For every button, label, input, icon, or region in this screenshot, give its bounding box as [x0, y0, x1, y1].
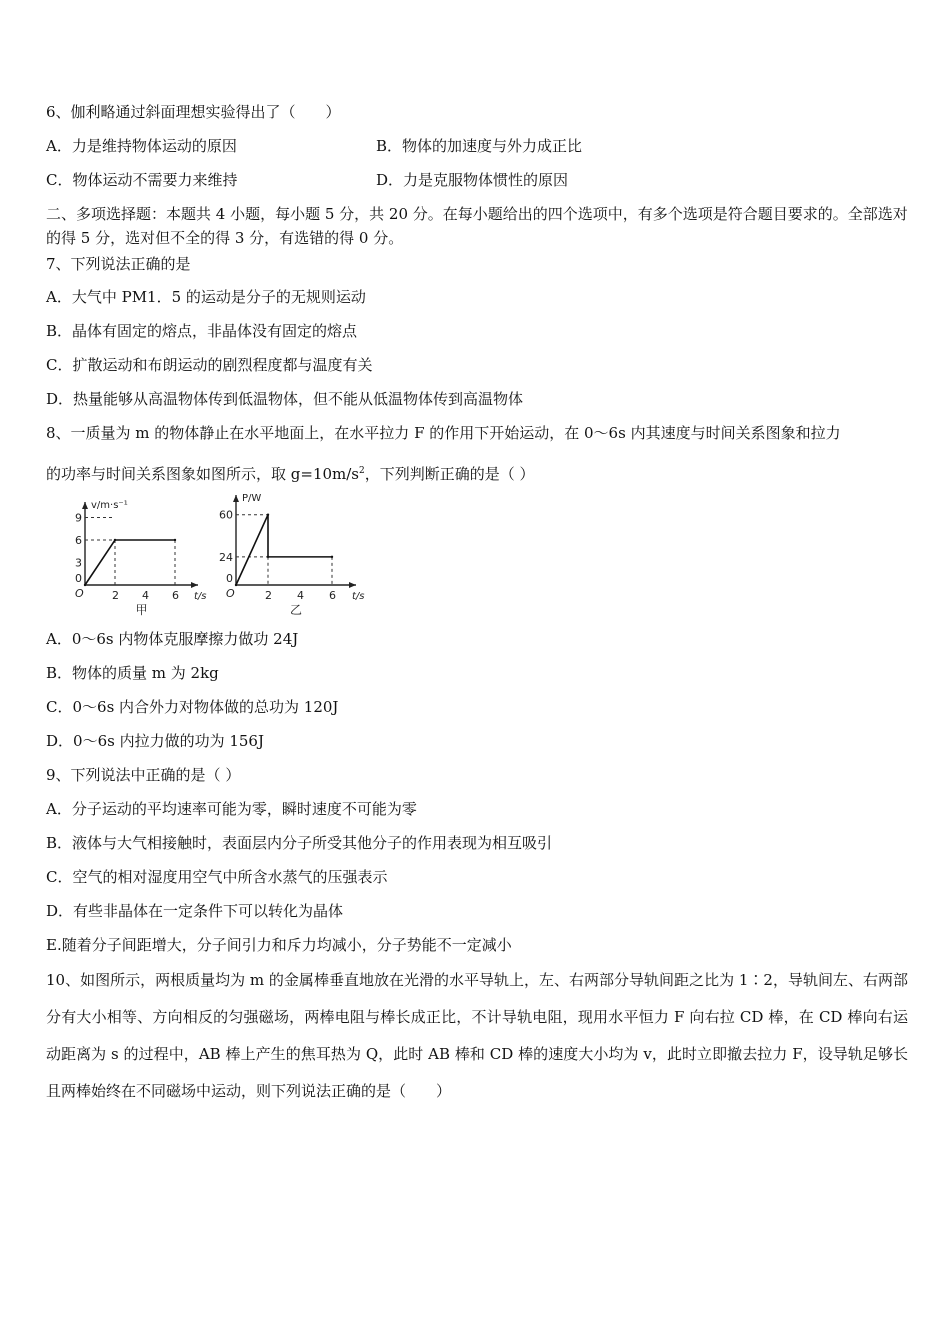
q7-option-d: D．热量能够从高温物体传到低温物体，但不能从低温物体传到高温物体 — [46, 390, 524, 408]
chart1-y-label: v/m·s⁻¹ — [91, 500, 128, 511]
chart2-x-tick-2: 2 — [265, 589, 272, 602]
q8-stem-line1: 8、一质量为 m 的物体静止在水平地面上，在水平拉力 F 的作用下开始运动，在 0～6s 内其速度与时间关系图象和拉力 — [46, 424, 841, 442]
q9-option-d: D．有些非晶体在一定条件下可以转化为晶体 — [46, 902, 344, 920]
q7-option-c: C．扩散运动和布朗运动的剧烈程度都与温度有关 — [46, 356, 373, 374]
chart2-point-0 — [235, 584, 237, 586]
chart2-series-line — [236, 515, 332, 585]
q9-option-b: B．液体与大气相接触时，表面层内分子所受其他分子的作用表现为相互吸引 — [46, 834, 553, 852]
chart1-point-1 — [114, 539, 116, 541]
chart1-point-2 — [174, 539, 176, 541]
q6-option-a: A．力是维持物体运动的原因 — [46, 137, 237, 155]
chart2-caption: 乙 — [290, 603, 303, 617]
chart1-caption: 甲 — [135, 603, 148, 617]
chart2-x-tick-6: 6 — [329, 589, 336, 602]
q6-stem: 6、伽利略通过斜面理想实验得出了（ ） — [46, 103, 341, 121]
chart2-point-2 — [267, 556, 269, 558]
chart2-y-tick-24: 24 — [219, 550, 233, 564]
chart1-origin-label: O — [75, 587, 84, 600]
q6-option-c: C．物体运动不需要力来维持 — [46, 171, 238, 189]
q6-option-d: D．力是克服物体惯性的原因 — [376, 171, 569, 189]
chart1-y-arrow — [82, 502, 88, 509]
chart1-y-tick-0: 0 — [75, 572, 82, 585]
q8-option-d: D．0～6s 内拉力做的功为 156J — [46, 732, 264, 750]
section-heading: 二、多项选择题：本题共 4 小题，每小题 5 分，共 20 分。在每小题给出的四个选项中，有多个选项是符合题目要求的。全部选对的得 5 分，选对但不全的得 3 分，有选错的得 0 分。 — [46, 205, 908, 247]
q9-option-e: E.随着分子间距增大，分子间引力和斥力均减小，分子势能不一定减小 — [46, 936, 512, 954]
q6-option-b: B．物体的加速度与外力成正比 — [376, 137, 583, 155]
q8-stem-line2 — [46, 461, 535, 484]
q8-stem-line2-sup: 2 — [359, 466, 365, 476]
chart1-series-line — [85, 540, 175, 585]
velocity-time-chart — [60, 495, 207, 617]
q8-stem-line2-b: ，下列判断正确的是（ ） — [364, 465, 535, 483]
chart1-point-0 — [84, 584, 86, 586]
chart2-x-tick-4: 4 — [297, 589, 304, 602]
chart2-y-arrow — [233, 495, 239, 502]
q8-stem-line2-a: 的功率与时间关系图象如图所示，取 g=10m/s — [46, 465, 360, 483]
q8-option-a: A．0～6s 内物体克服摩擦力做功 24J — [46, 630, 299, 648]
chart2-origin-label: O — [226, 587, 235, 600]
chart2-x-label: t/s — [352, 591, 365, 602]
chart1-x-tick-4: 4 — [142, 589, 149, 602]
chart1-y-tick-6: 6 — [75, 534, 82, 547]
chart1-y-tick-9: 9 — [75, 511, 82, 525]
chart1-x-arrow — [191, 582, 198, 588]
chart1-x-tick-6: 6 — [172, 589, 179, 602]
chart2-point-1 — [267, 514, 269, 516]
chart1-y-tick-3: 3 — [75, 556, 82, 570]
q9-option-c: C．空气的相对湿度用空气中所含水蒸气的压强表示 — [46, 868, 388, 886]
q9-option-a: A．分子运动的平均速率可能为零，瞬时速度不可能为零 — [46, 800, 417, 818]
chart2-y-label: P/W — [242, 493, 262, 504]
chart1-x-tick-2: 2 — [112, 589, 119, 602]
q7-option-a: A．大气中 PM1．5 的运动是分子的无规则运动 — [46, 288, 366, 306]
chart1-x-label: t/s — [194, 591, 207, 602]
chart2-point-3 — [331, 556, 333, 558]
q8-option-c: C．0～6s 内合外力对物体做的总功为 120J — [46, 698, 339, 716]
q7-stem: 7、下列说法正确的是 — [46, 255, 191, 273]
q9-stem: 9、下列说法中正确的是（ ） — [46, 766, 241, 784]
chart2-x-arrow — [349, 582, 356, 588]
chart2-y-tick-60: 60 — [219, 508, 233, 522]
power-time-chart — [212, 490, 365, 617]
q7-option-b: B．晶体有固定的熔点，非晶体没有固定的熔点 — [46, 322, 358, 340]
q8-option-b: B．物体的质量 m 为 2kg — [46, 664, 219, 682]
q10-stem: 10、如图所示，两根质量均为 m 的金属棒垂直地放在光滑的水平导轨上，左、右两部分导轨间距之比为 1∶2，导轨间左、右两部分有大小相等、方向相反的匀强磁场，两棒电阻与棒长成正比，不计导轨电阻，现用水平恒力 F 向右拉 CD 棒，在 CD 棒向右运动距离为 s 的过程中，AB 棒上产生的焦耳热为 Q，此时 AB 棒和 CD 棒的速度大小均为 v，此时立即撤去拉力 F，设导轨足够长且两棒始终在不同磁场中运动，则下列说法正确的是（ ） — [46, 971, 908, 1100]
chart2-y-tick-0: 0 — [226, 572, 233, 585]
